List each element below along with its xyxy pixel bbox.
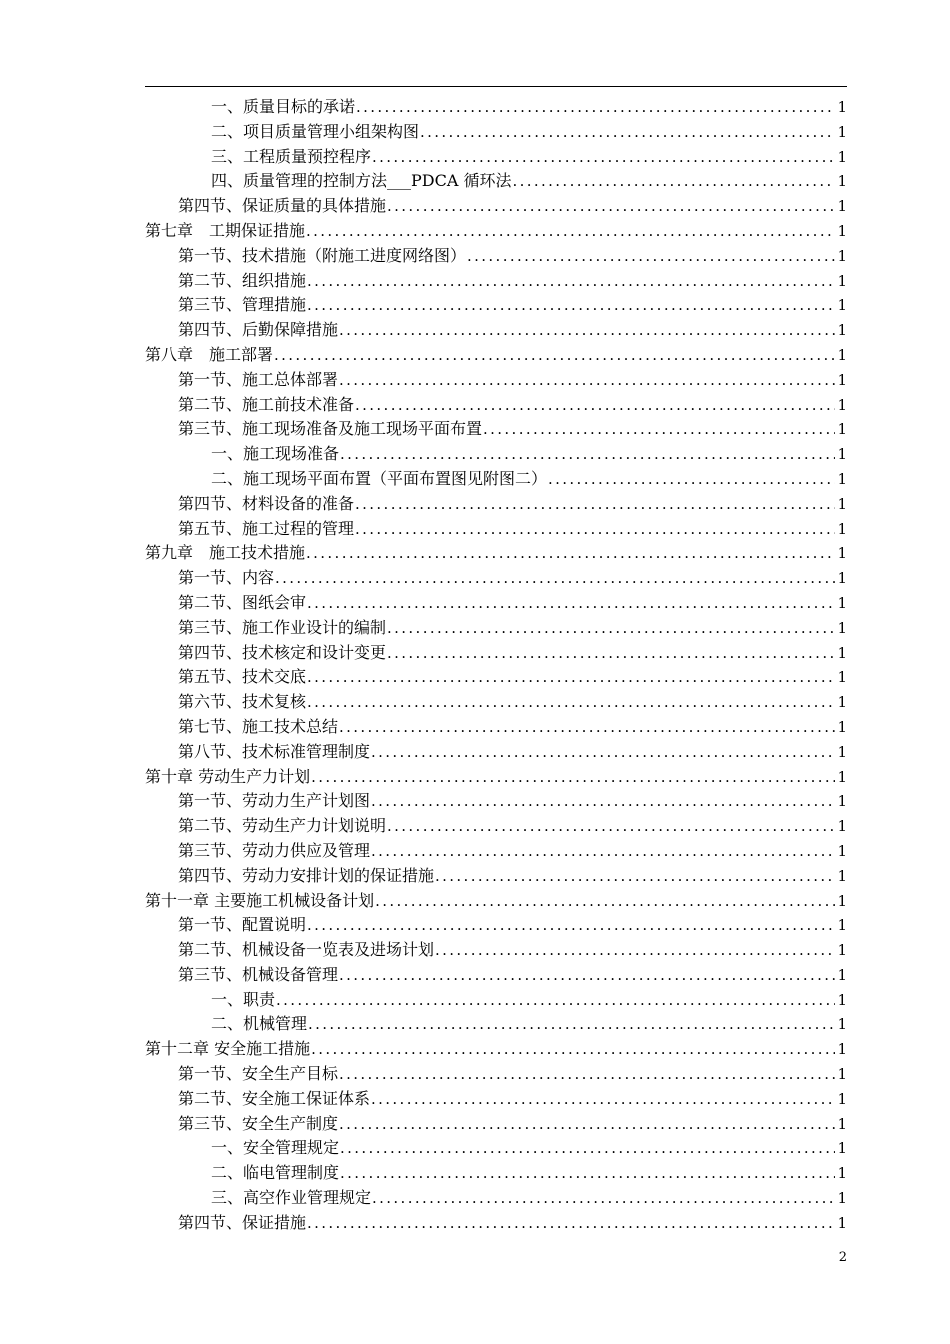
toc-entry-title: 第三节、机械设备管理 — [178, 964, 339, 984]
toc-entry-title: 第一节、内容 — [178, 568, 275, 588]
toc-entry[interactable] — [145, 839, 847, 864]
toc-entry[interactable] — [145, 244, 847, 269]
toc-entry[interactable] — [145, 145, 847, 170]
toc-dot-leader — [307, 269, 835, 294]
toc-entry-page: 1 — [837, 1139, 847, 1158]
toc-dot-leader — [435, 938, 835, 963]
toc-entry[interactable] — [145, 293, 847, 318]
toc-dot-leader — [308, 1012, 835, 1037]
toc-entry-title: 第三节、安全生产制度 — [178, 1113, 339, 1133]
toc-entry[interactable] — [145, 591, 847, 616]
toc-dot-leader — [372, 145, 835, 170]
toc-entry[interactable] — [145, 765, 847, 790]
toc-dot-leader — [512, 169, 835, 194]
toc-entry-page: 1 — [837, 246, 847, 265]
toc-entry-title: 第五节、施工过程的管理 — [178, 518, 355, 538]
toc-dot-leader — [306, 219, 835, 244]
toc-entry-page: 1 — [837, 891, 847, 910]
toc-entry-page: 1 — [837, 1189, 847, 1208]
toc-entry[interactable] — [145, 467, 847, 492]
toc-dot-leader — [548, 467, 835, 492]
toc-entry-page: 1 — [837, 916, 847, 935]
toc-entry-title: 第四节、劳动力安排计划的保证措施 — [178, 865, 435, 885]
toc-entry-title: 一、职责 — [211, 989, 276, 1009]
toc-entry[interactable] — [145, 343, 847, 368]
toc-dot-leader — [274, 343, 835, 368]
toc-entry-page: 1 — [837, 1015, 847, 1034]
toc-entry[interactable] — [145, 864, 847, 889]
toc-entry-page: 1 — [837, 1114, 847, 1133]
toc-entry[interactable] — [145, 938, 847, 963]
toc-entry[interactable] — [145, 616, 847, 641]
toc-entry-title: 第二节、安全施工保证体系 — [178, 1088, 371, 1108]
toc-entry-page: 1 — [837, 618, 847, 637]
toc-entry-page: 1 — [837, 693, 847, 712]
toc-entry[interactable] — [145, 566, 847, 591]
toc-entry-page: 1 — [837, 569, 847, 588]
toc-entry-title: 第四节、技术核定和设计变更 — [178, 642, 387, 662]
toc-entry[interactable] — [145, 715, 847, 740]
toc-entry-page: 1 — [837, 98, 847, 116]
toc-entry-title: 第十一章 主要施工机械设备计划 — [145, 890, 375, 910]
toc-dot-leader — [307, 591, 835, 616]
toc-entry-title: 一、施工现场准备 — [211, 444, 340, 464]
toc-entry-title: 第七节、施工技术总结 — [178, 716, 339, 736]
toc-entry-title: 二、机械管理 — [211, 1014, 308, 1034]
toc-entry[interactable] — [145, 219, 847, 244]
toc-entry-title: 第九章 施工技术措施 — [145, 543, 306, 563]
toc-entry-title: 第四节、后勤保障措施 — [178, 320, 339, 340]
toc-entry[interactable] — [145, 814, 847, 839]
toc-entry-title: 第二节、施工前技术准备 — [178, 394, 355, 414]
toc-entry[interactable] — [145, 1136, 847, 1161]
toc-entry-title: 三、高空作业管理规定 — [211, 1188, 372, 1208]
toc-entry[interactable] — [145, 517, 847, 542]
toc-dot-leader — [340, 442, 835, 467]
toc-dot-leader — [339, 318, 835, 343]
toc-entry-title: 第十章 劳动生产力计划 — [145, 766, 311, 786]
toc-dot-leader — [355, 492, 835, 517]
toc-entry[interactable] — [145, 442, 847, 467]
toc-entry-page: 1 — [837, 296, 847, 315]
toc-dot-leader — [371, 740, 835, 765]
toc-entry-title: 四、质量管理的控制方法___PDCA 循环法 — [211, 171, 512, 191]
toc-entry[interactable] — [145, 641, 847, 666]
toc-dot-leader — [387, 814, 835, 839]
toc-entry[interactable] — [145, 665, 847, 690]
header-rule — [145, 86, 847, 87]
toc-dot-leader — [339, 1062, 835, 1087]
toc-entry-title: 第一节、安全生产目标 — [178, 1064, 339, 1084]
toc-entry-title: 第一节、配置说明 — [178, 915, 307, 935]
toc-entry-title: 第十二章 安全施工措施 — [145, 1039, 311, 1059]
toc-dot-leader — [435, 864, 835, 889]
toc-entry[interactable] — [145, 492, 847, 517]
toc-entry-title: 第一节、劳动力生产计划图 — [178, 791, 371, 811]
toc-dot-leader — [307, 913, 835, 938]
toc-entry-title: 第三节、施工现场准备及施工现场平面布置 — [178, 419, 483, 439]
toc-dot-leader — [339, 963, 835, 988]
toc-entry-page: 1 — [837, 841, 847, 860]
toc-entry-page: 1 — [837, 345, 847, 364]
toc-entry-page: 1 — [837, 271, 847, 290]
toc-dot-leader — [339, 368, 835, 393]
toc-entry-page: 1 — [837, 965, 847, 984]
toc-entry[interactable] — [145, 740, 847, 765]
toc-entry-page: 1 — [837, 147, 847, 166]
toc-entry-title: 第一节、技术措施（附施工进度网络图） — [178, 245, 467, 265]
toc-entry[interactable] — [145, 690, 847, 715]
toc-entry[interactable] — [145, 1186, 847, 1211]
toc-entry-title: 第四节、保证质量的具体措施 — [178, 196, 387, 216]
toc-entry-page: 1 — [837, 197, 847, 216]
toc-entry-page: 1 — [837, 717, 847, 736]
toc-entry-page: 1 — [837, 469, 847, 488]
toc-entry[interactable] — [145, 194, 847, 219]
toc-entry[interactable] — [145, 169, 847, 194]
toc-entry[interactable] — [145, 1062, 847, 1087]
toc-entry-page: 1 — [837, 1213, 847, 1232]
toc-entry[interactable] — [145, 541, 847, 566]
toc-dot-leader — [307, 665, 835, 690]
toc-dot-leader — [355, 393, 835, 418]
toc-dot-leader — [340, 1161, 835, 1186]
toc-entry-title: 第八节、技术标准管理制度 — [178, 741, 371, 761]
toc-entry[interactable] — [145, 789, 847, 814]
toc-dot-leader — [387, 194, 835, 219]
toc-entry-page: 1 — [837, 544, 847, 563]
toc-entry-page: 1 — [837, 519, 847, 538]
toc-entry-page: 1 — [837, 420, 847, 439]
toc-entry-title: 第二节、组织措施 — [178, 270, 307, 290]
toc-entry[interactable] — [145, 913, 847, 938]
toc-dot-leader — [483, 417, 835, 442]
toc-entry-page: 1 — [837, 941, 847, 960]
toc-entry-page: 1 — [837, 593, 847, 612]
toc-entry[interactable] — [145, 1012, 847, 1037]
toc-dot-leader — [307, 1211, 835, 1236]
toc-entry[interactable] — [145, 417, 847, 442]
toc-entry-page: 1 — [837, 742, 847, 761]
toc-entry[interactable] — [145, 1211, 847, 1236]
toc-dot-leader — [371, 839, 835, 864]
toc-entry-page: 1 — [837, 668, 847, 687]
toc-entry-page: 1 — [837, 395, 847, 414]
toc-entry-title: 第六节、技术复核 — [178, 692, 307, 712]
toc-entry[interactable] — [145, 963, 847, 988]
toc-entry[interactable] — [145, 1037, 847, 1062]
toc-dot-leader — [375, 889, 835, 914]
toc-dot-leader — [276, 988, 835, 1013]
toc-entry-title: 第一节、施工总体部署 — [178, 369, 339, 389]
toc-dot-leader — [307, 293, 835, 318]
toc-entry-page: 1 — [837, 817, 847, 836]
toc-entry-title: 二、施工现场平面布置（平面布置图见附图二） — [211, 468, 548, 488]
toc-entry-title: 第四节、材料设备的准备 — [178, 493, 355, 513]
toc-entry-page: 1 — [837, 321, 847, 340]
toc-dot-leader — [372, 1186, 835, 1211]
toc-entry-page: 1 — [837, 172, 847, 191]
toc-entry-page: 1 — [837, 792, 847, 811]
toc-entry[interactable] — [145, 95, 847, 120]
toc-entry-page: 1 — [837, 866, 847, 885]
toc-entry-page: 1 — [837, 494, 847, 513]
toc-dot-leader — [387, 641, 835, 666]
toc-entry-page: 1 — [837, 445, 847, 464]
toc-entry-title: 第二节、图纸会审 — [178, 592, 307, 612]
toc-entry-title: 一、安全管理规定 — [211, 1138, 340, 1158]
toc-dot-leader — [306, 541, 835, 566]
toc-entry[interactable] — [145, 368, 847, 393]
toc-entry[interactable] — [145, 269, 847, 294]
toc-dot-leader — [340, 1136, 835, 1161]
toc-entry-page: 1 — [837, 221, 847, 240]
toc-entry-title: 二、项目质量管理小组架构图 — [211, 121, 420, 141]
toc-entry-title: 第五节、技术交底 — [178, 667, 307, 687]
toc-entry-title: 第七章 工期保证措施 — [145, 220, 306, 240]
toc-entry-title: 第三节、管理措施 — [178, 295, 307, 315]
table-of-contents — [145, 95, 847, 1236]
toc-entry-title: 第八章 施工部署 — [145, 344, 274, 364]
toc-dot-leader — [467, 244, 835, 269]
toc-entry[interactable] — [145, 1161, 847, 1186]
toc-entry-title: 一、质量目标的承诺 — [211, 97, 356, 116]
toc-entry-page: 1 — [837, 767, 847, 786]
toc-entry[interactable] — [145, 889, 847, 914]
toc-entry-title: 三、工程质量预控程序 — [211, 146, 372, 166]
toc-entry[interactable] — [145, 393, 847, 418]
toc-entry-page: 1 — [837, 122, 847, 141]
toc-dot-leader — [356, 95, 835, 120]
toc-entry-page: 1 — [837, 370, 847, 389]
toc-entry[interactable] — [145, 120, 847, 145]
toc-dot-leader — [371, 1087, 835, 1112]
toc-dot-leader — [339, 1112, 835, 1137]
toc-entry-title: 二、临电管理制度 — [211, 1163, 340, 1183]
toc-dot-leader — [275, 566, 835, 591]
toc-dot-leader — [307, 690, 835, 715]
toc-dot-leader — [311, 765, 835, 790]
toc-entry-title: 第三节、施工作业设计的编制 — [178, 617, 387, 637]
page-number: 2 — [838, 1250, 847, 1265]
toc-dot-leader — [371, 789, 835, 814]
toc-dot-leader — [339, 715, 835, 740]
toc-entry[interactable] — [145, 1087, 847, 1112]
toc-entry-page: 1 — [837, 1065, 847, 1084]
toc-entry[interactable] — [145, 988, 847, 1013]
toc-entry-page: 1 — [837, 1164, 847, 1183]
toc-entry-title: 第二节、机械设备一览表及进场计划 — [178, 940, 435, 960]
toc-entry-page: 1 — [837, 990, 847, 1009]
toc-dot-leader — [311, 1037, 835, 1062]
toc-dot-leader — [355, 517, 835, 542]
toc-entry-title: 第三节、劳动力供应及管理 — [178, 840, 371, 860]
toc-entry[interactable] — [145, 318, 847, 343]
toc-entry-page: 1 — [837, 1040, 847, 1059]
toc-entry-page: 1 — [837, 643, 847, 662]
toc-entry-page: 1 — [837, 1089, 847, 1108]
toc-entry-title: 第四节、保证措施 — [178, 1212, 307, 1232]
toc-entry[interactable] — [145, 1112, 847, 1137]
toc-dot-leader — [387, 616, 835, 641]
toc-entry-title: 第二节、劳动生产力计划说明 — [178, 816, 387, 836]
toc-dot-leader — [420, 120, 835, 145]
